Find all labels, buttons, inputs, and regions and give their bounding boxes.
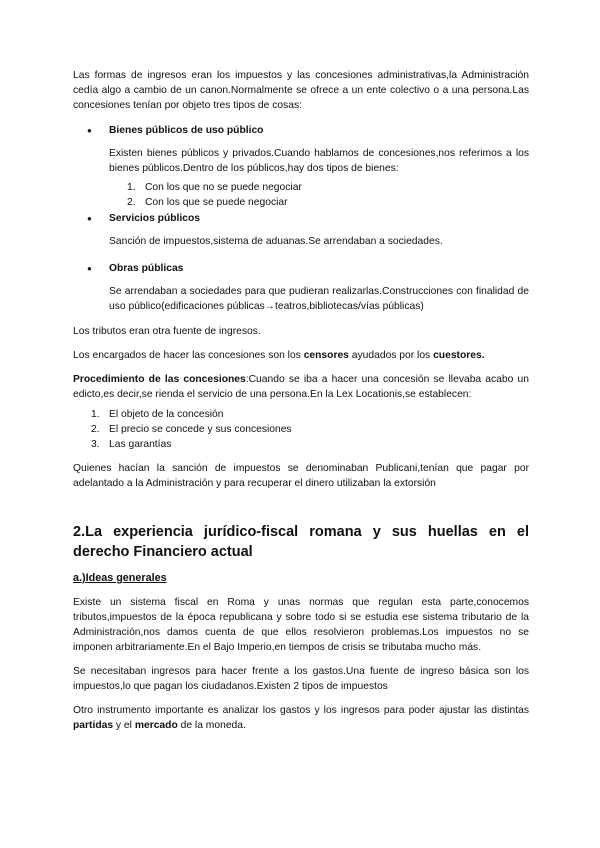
section-title: 2.La experiencia jurídico-fiscal romana y sus huellas en el derecho Financiero actual (73, 524, 529, 560)
subsection-title: a.)Ideas generales (73, 572, 167, 584)
ideas-paragraph-3: Otro instrumento importante es analizar los gastos y los ingresos para poder ajustar las distintas partidas y el mercado de la moneda. (73, 705, 529, 731)
bullet-servicios-title: ● Servicios públicos (73, 211, 529, 226)
document-page (73, 68, 529, 733)
ideas-paragraph-1: Existe un sistema fiscal en Roma y unas normas que regulan esta parte,conocemos tributos,impuestos de la época republicana y sobre todo si se estudia ese sistema tributario de la Administración,nos damos cuenta de que ellos resolvieron problemas.Los impuestos no se imponen arbitrariamente.En el Bajo Imperio,en tiempos de crisis se tributaba mucho más. (73, 597, 529, 653)
publicani-paragraph: Quienes hacían la sanción de impuestos se denominaban Publicani,tenían que pagar por adelantado a la Administración y para recuperar el dinero utilizaban la extorsión (73, 463, 529, 489)
procedimiento-paragraph: Procedimiento de las concesiones:Cuando se iba a hacer una concesión se llevaba acabo un edicto,es decir,se rienda el servicio de una persona.En la Lex Locationis,se establecen: (73, 374, 529, 400)
list-item: 2. Con los que se puede negociar (127, 197, 288, 208)
mercado-bold: mercado (134, 720, 178, 731)
obras-paragraph: Se arrendaban a sociedades para que pudieran realizarlas.Construcciones con finalidad de uso público(edificaciones públicas→teatros,bibliotecas/vías públicas) (109, 286, 529, 312)
list-item: 1. Con los que no se puede negociar (127, 182, 302, 193)
bullet-bienes-title: ● Bienes públicos de uso público (73, 123, 529, 138)
ideas-paragraph-2: Se necesitaban ingresos para hacer frente a los gastos.Una fuente de ingreso básica son los impuestos,lo que pagan los ciudadanos.Existen 2 tipos de impuestos (73, 666, 529, 692)
cuestores-bold: cuestores. (433, 350, 485, 361)
tributos-paragraph: Los tributos eran otra fuente de ingresos. (73, 326, 261, 337)
lex-list (73, 407, 529, 452)
list-item: 1. El objeto de la concesión (91, 409, 224, 420)
partidas-bold: partidas (73, 720, 114, 731)
servicios-paragraph: Sanción de impuestos,sistema de aduanas.Se arrendaban a sociedades. (109, 236, 443, 247)
bullet-obras-title: ● Obras públicas (73, 261, 529, 276)
bienes-paragraph: Existen bienes públicos y privados.Cuando hablamos de concesiones,nos referimos a los bienes públicos.Dentro de los públicos,hay dos tipos de bienes: (109, 148, 529, 174)
censores-bold: censores (303, 350, 349, 361)
list-item: 3. Las garantías (91, 439, 172, 450)
bienes-sublist (73, 180, 529, 210)
encargados-paragraph: Los encargados de hacer las concesiones son los censores ayudados por los cuestores. (73, 350, 485, 361)
list-item: 2. El precio se concede y sus concesiones (91, 424, 292, 435)
intro-paragraph: Las formas de ingresos eran los impuestos y las concesiones administrativas,la Administración cedía algo a cambio de un canon.Normalmente se ofrece a un ente colectivo o a una persona.Las concesiones tenían por objeto tres tipos de cosas: (73, 70, 529, 111)
procedimiento-label: Procedimiento de las concesiones (73, 374, 246, 385)
